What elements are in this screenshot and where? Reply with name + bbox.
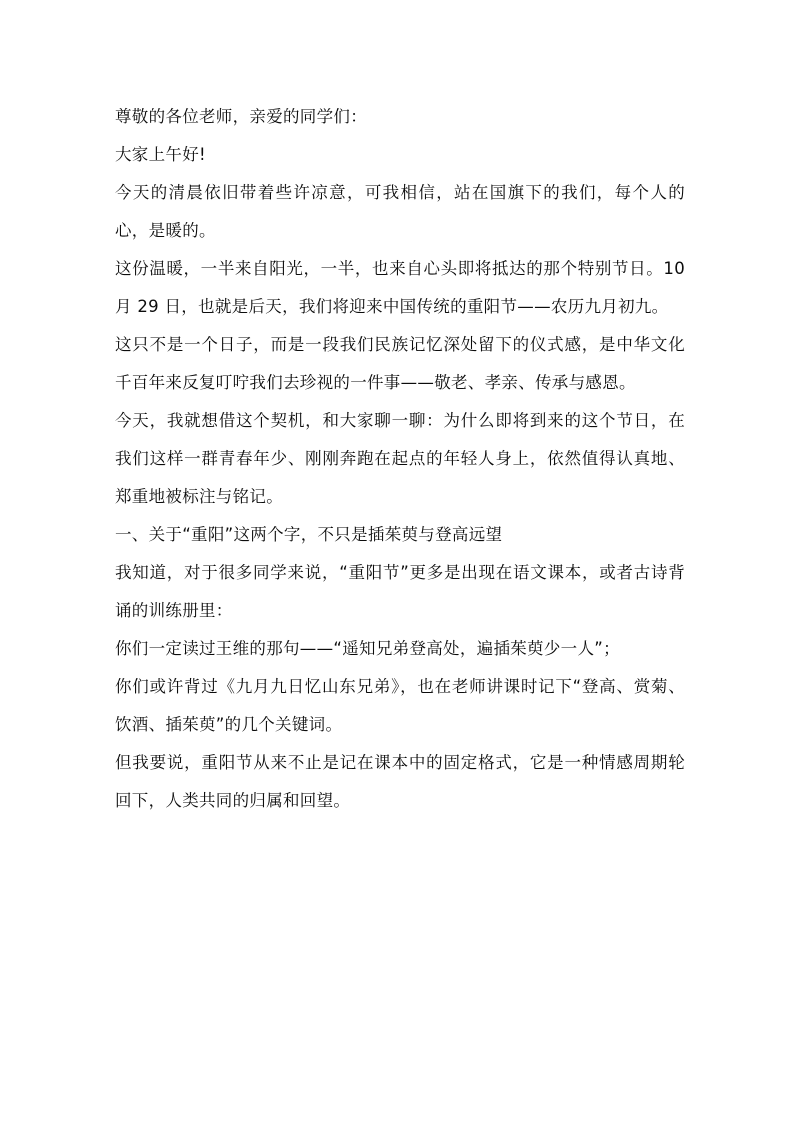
paragraph-salutation: 尊敬的各位老师，亲爱的同学们： bbox=[115, 107, 367, 126]
document-body bbox=[115, 98, 685, 820]
paragraph-11: 但我要说，重阳节从来不止是记在课本中的固定格式，它是一种情感周期轮回下，人类共同的归属和回望。 bbox=[115, 753, 685, 810]
section-heading-one: 一、关于“重阳”这两个字，不只是插茱萸与登高远望 bbox=[115, 525, 503, 544]
paragraph-4: 这份温暖，一半来自阳光，一半，也来自心头即将抵达的那个特别节日。10 月 29 日，也就是后天，我们将迎来中国传统的重阳节——农历九月初九。 bbox=[115, 259, 685, 316]
paragraph-greeting: 大家上午好! bbox=[115, 145, 206, 164]
paragraph-9: 你们一定读过王维的那句——“遥知兄弟登高处，遍插茱萸少一人”； bbox=[115, 639, 620, 658]
paragraph-10: 你们或许背过《九月九日忆山东兄弟》，也在老师讲课时记下“登高、赏菊、饮酒、插茱萸”的几个关键词。 bbox=[115, 677, 685, 734]
paragraph-3: 今天的清晨依旧带着些许凉意，可我相信，站在国旗下的我们，每个人的心，是暖的。 bbox=[115, 183, 685, 240]
paragraph-5: 这只不是一个日子，而是一段我们民族记忆深处留下的仪式感，是中华文化千百年来反复叮咛我们去珍视的一件事——敬老、孝亲、传承与感恩。 bbox=[115, 335, 685, 392]
paragraph-8: 我知道，对于很多同学来说，“重阳节”更多是出现在语文课本，或者古诗背诵的训练册里： bbox=[115, 563, 685, 620]
paragraph-6: 今天，我就想借这个契机，和大家聊一聊：为什么即将到来的这个节日，在我们这样一群青春年少、刚刚奔跑在起点的年轻人身上，依然值得认真地、郑重地被标注与铭记。 bbox=[115, 411, 685, 506]
